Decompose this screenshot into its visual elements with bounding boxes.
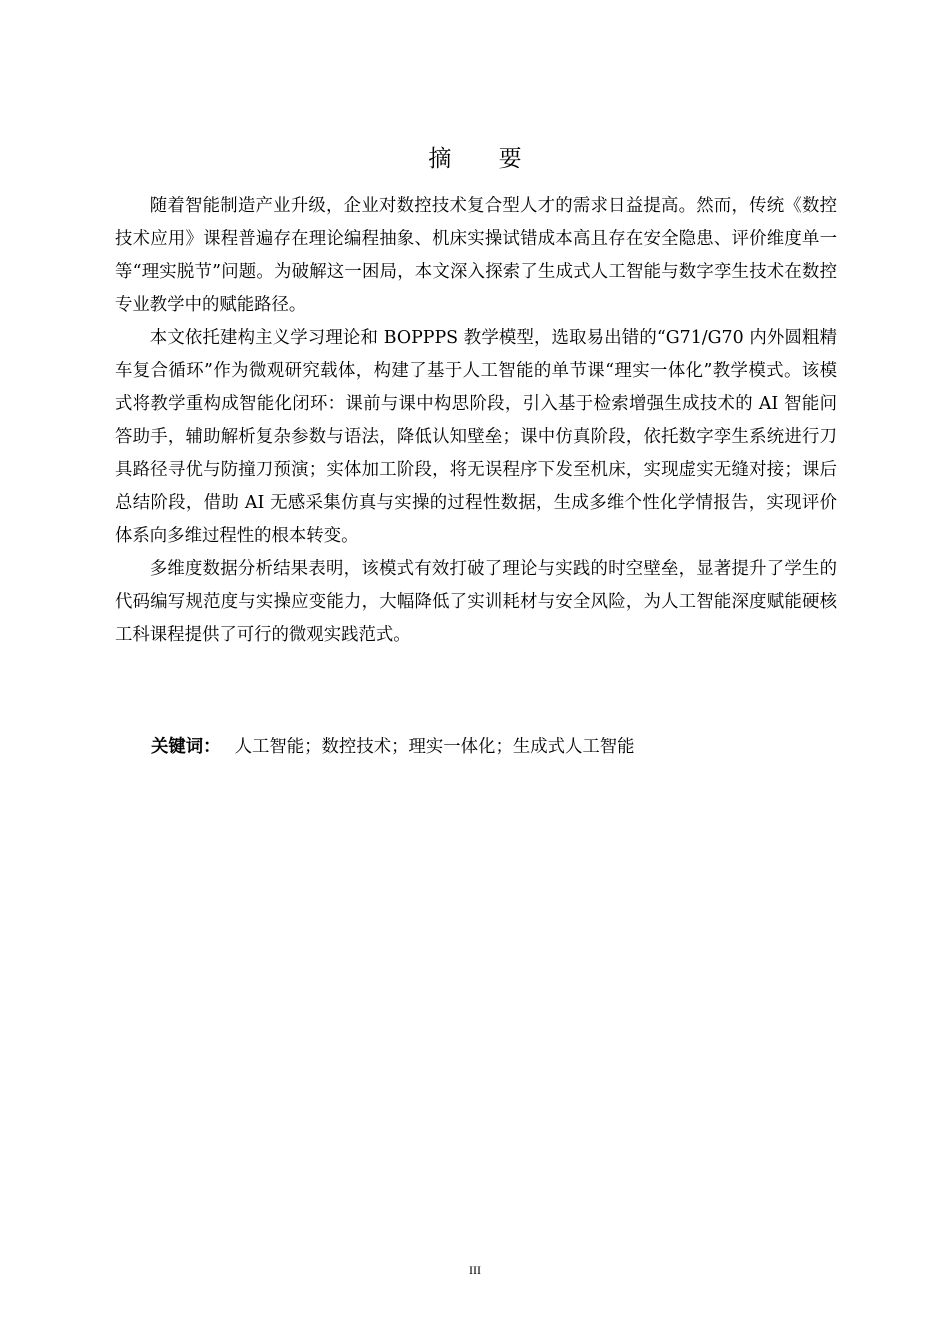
abstract-paragraph-2: 本文依托建构主义学习理论和 BOPPPS 教学模型，选取易出错的“G71/G70 内外圆粗精车复合循环”作为微观研究载体，构建了基于人工智能的单节课“理实一体化”教学模式。该模式将教学重构成智能化闭环：课前与课中构思阶段，引入基于检索增强生成技术的 AI 智能问答助手，辅助解析复杂参数与语法，降低认知壁垒；课中仿真阶段，依托数字孪生系统进行刀具路径寻优与防撞刀预演；实体加工阶段，将无误程序下发至机床，实现虚实无缝对接；课后总结阶段，借助 AI 无感采集仿真与实操的过程性数据，生成多维个性化学情报告，实现评价体系向多维过程性的根本转变。 <box>115 328 837 546</box>
page-number: III <box>469 1263 481 1277</box>
abstract-paragraph-1: 随着智能制造产业升级，企业对数控技术复合型人才的需求日益提高。然而，传统《数控技术应用》课程普遍存在理论编程抽象、机床实操试错成本高且存在安全隐患、评价维度单一等“理实脱节”问题。为破解这一困局，本文深入探索了生成式人工智能与数字孪生技术在数控专业教学中的赋能路径。 <box>115 196 837 315</box>
abstract-title: 摘 要 <box>428 146 542 172</box>
abstract-paragraph-3: 多维度数据分析结果表明，该模式有效打破了理论与实践的时空壁垒，显著提升了学生的代码编写规范度与实操应变能力，大幅降低了实训耗材与安全风险，为人工智能深度赋能硬核工科课程提供了可行的微观实践范式。 <box>115 559 837 645</box>
keywords-line <box>151 731 837 764</box>
abstract-body <box>115 190 837 652</box>
keywords-label: 关键词： <box>151 737 221 757</box>
keywords-value: 人工智能；数控技术；理实一体化；生成式人工智能 <box>234 737 635 757</box>
